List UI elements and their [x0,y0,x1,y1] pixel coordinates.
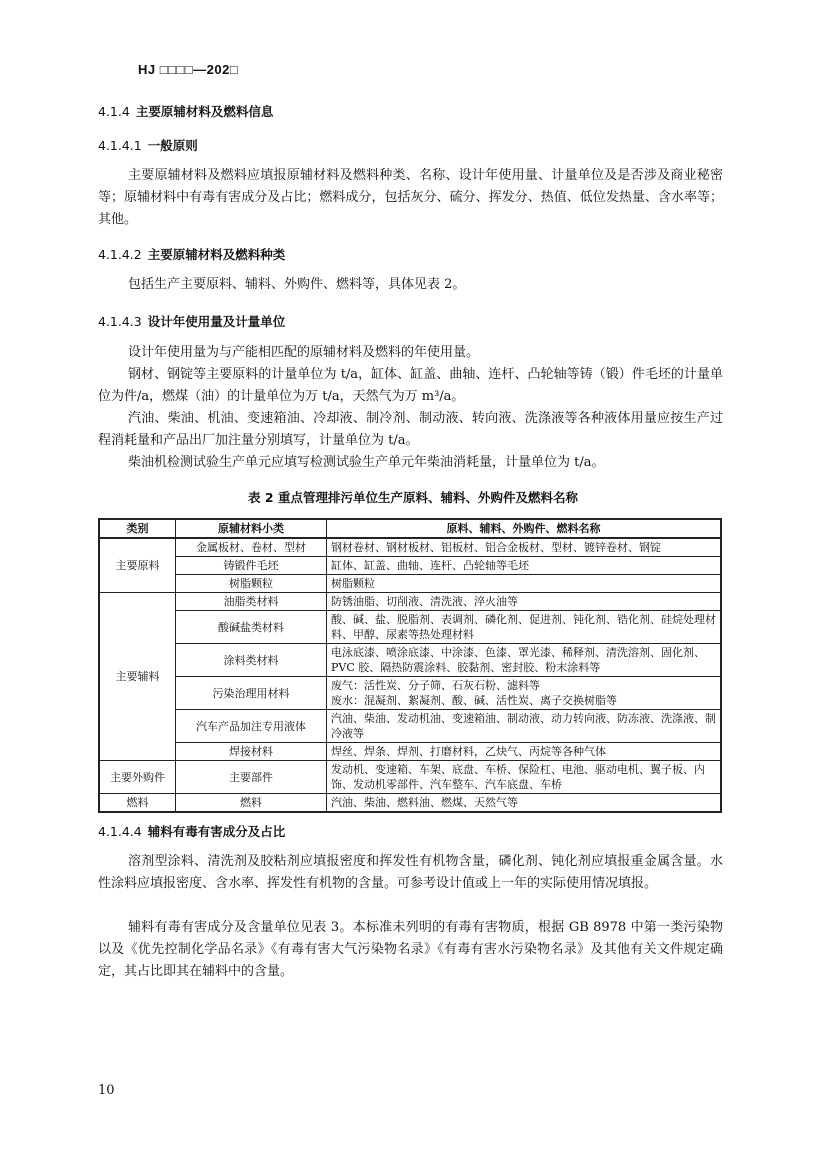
subcategory-cell: 主要部件 [176,761,327,794]
section-4-1-4-heading [98,102,273,120]
names-cell: 树脂颗粒 [327,575,722,593]
subcategory-cell: 油脂类材料 [176,593,327,611]
table-row [99,710,721,743]
paragraph-units-materials: 钢材、钢锭等主要原料的计量单位为 t/a，缸体、缸盖、曲轴、连杆、凸轮轴等铸（锻）件毛坯的计量单位为件/a，燃煤（油）的计量单位为万 t/a，天然气为万 m³/a。 [98,367,723,404]
names-cell: 防锈油脂、切削液、清洗液、淬火油等 [327,593,722,611]
category-cell: 燃料 [99,794,176,813]
paragraph-toxic-units: 辅料有毒有害成分及含量单位见表 3。本标准未列明的有毒有害物质，根据 GB 8978 中第一类污染物以及《优先控制化学品名录》《有毒有害大气污染物名录》《有毒有害水污染物名录》及其他有关文件规定确定，其占比即其在辅料中的含量。 [98,920,723,979]
table-row [99,611,721,644]
table-row [99,538,721,557]
subcategory-cell: 汽车产品加注专用液体 [176,710,327,743]
paragraph-toxic-reporting: 溶剂型涂料、清洗剂及胶粘剂应填报密度和挥发性有机物含量，磷化剂、钝化剂应填报重金属含量。水性涂料应填报密度、含水率、挥发性有机物的含量。可参考设计值或上一年的实际使用情况填报。 [98,854,723,891]
names-cell [327,677,722,710]
subcategory-cell: 铸锻件毛坯 [176,557,327,575]
section-title: 主要原辅材料及燃料信息 [135,104,274,119]
table-row [99,743,721,761]
section-number: 4.1.4.1 [98,138,142,153]
document-header: HJ □□□□—202□ [138,62,239,77]
section-number: 4.1.4.2 [98,247,142,262]
section-number: 4.1.4.3 [98,314,142,329]
table-row [99,593,721,611]
paragraph-general-principle: 主要原辅材料及燃料应填报原辅材料及燃料种类、名称、设计年使用量、计量单位及是否涉及商业秘密等；原辅材料中有毒有害成分及占比；燃料成分，包括灰分、硫分、挥发分、热值、低位发热量、含水率等；其他。 [98,168,723,227]
section-4-1-4-3-heading [98,312,285,330]
subcategory-cell: 污染治理用材料 [176,677,327,710]
names-cell: 电泳底漆、喷涂底漆、中涂漆、色漆、罩光漆、稀释剂、清洗溶剂、固化剂、PVC 胶、隔热防震涂料、胶黏剂、密封胶、粉末涂料等 [327,644,722,677]
section-title: 设计年使用量及计量单位 [147,314,286,329]
header-names: 原料、辅料、外购件、燃料名称 [327,519,722,538]
names-cell: 钢材卷材、钢材板材、铝板材、铝合金板材、型材、镀锌卷材、钢锭 [327,538,722,557]
paragraph-material-types: 包括生产主要原料、辅料、外购件、燃料等，具体见表 2。 [128,277,466,292]
page-number: 10 [98,1083,115,1098]
names-cell: 发动机、变速箱、车架、底盘、车桥、保险杠、电池、驱动电机、翼子板、内饰、发动机零部件、汽车整车、汽车底盘、车桥 [327,761,722,794]
subcategory-cell: 金属板材、卷材、型材 [176,538,327,557]
category-cell: 主要原料 [99,538,176,593]
subcategory-cell: 焊接材料 [176,743,327,761]
category-cell: 主要辅料 [99,593,176,761]
names-cell: 汽油、柴油、燃料油、燃煤、天然气等 [327,794,722,813]
subcategory-cell: 燃料 [176,794,327,813]
materials-table [98,518,722,813]
names-cell: 酸、碱、盐、脱脂剂、表调剂、磷化剂、促进剂、钝化剂、锆化剂、硅烷处理材料、甲醇、尿素等热处理材料 [327,611,722,644]
table-row [99,557,721,575]
names-line-exhaust: 废气：活性炭、分子筛、石灰石粉、滤料等 [331,679,540,692]
paragraph-diesel-test: 柴油机检测试验生产单元应填写检测试验生产单元年柴油消耗量，计量单位为 t/a。 [128,455,605,470]
table-row [99,761,721,794]
subcategory-cell: 涂料类材料 [176,644,327,677]
table-row [99,794,721,813]
names-cell: 缸体、缸盖、曲轴、连杆、凸轮轴等毛坯 [327,557,722,575]
table-row [99,575,721,593]
paragraph-units-liquids: 汽油、柴油、机油、变速箱油、冷却液、制冷剂、制动液、转向液、洗涤液等各种液体用量应按生产过程消耗量和产品出厂加注量分别填写，计量单位为 t/a。 [98,411,723,448]
header-category: 类别 [99,519,176,538]
section-title: 辅料有毒有害成分及占比 [147,824,286,839]
section-number: 4.1.4.4 [98,824,142,839]
section-number: 4.1.4 [98,104,130,119]
section-title: 一般原则 [147,138,198,153]
header-subcategory: 原辅材料小类 [176,519,327,538]
names-cell: 汽油、柴油、发动机油、变速箱油、制动液、动力转向液、防冻液、洗涤液、制冷液等 [327,710,722,743]
paragraph-annual-usage: 设计年使用量为与产能相匹配的原辅材料及燃料的年使用量。 [128,345,480,360]
section-4-1-4-2-heading [98,245,285,263]
subcategory-cell: 树脂颗粒 [176,575,327,593]
table-row [99,644,721,677]
names-cell: 焊丝、焊条、焊剂、打磨材料，乙炔气、丙烷等各种气体 [327,743,722,761]
table-caption: 表 2 重点管理排污单位生产原料、辅料、外购件及燃料名称 [248,490,578,505]
table-header-row [99,519,721,538]
section-title: 主要原辅材料及燃料种类 [147,247,286,262]
subcategory-cell: 酸碱盐类材料 [176,611,327,644]
names-line-wastewater: 废水：混凝剂、絮凝剂、酸、碱、活性炭、离子交换树脂等 [331,694,617,707]
section-4-1-4-1-heading [98,136,198,154]
section-4-1-4-4-heading [98,822,285,840]
table-row [99,677,721,710]
category-cell: 主要外购件 [99,761,176,794]
